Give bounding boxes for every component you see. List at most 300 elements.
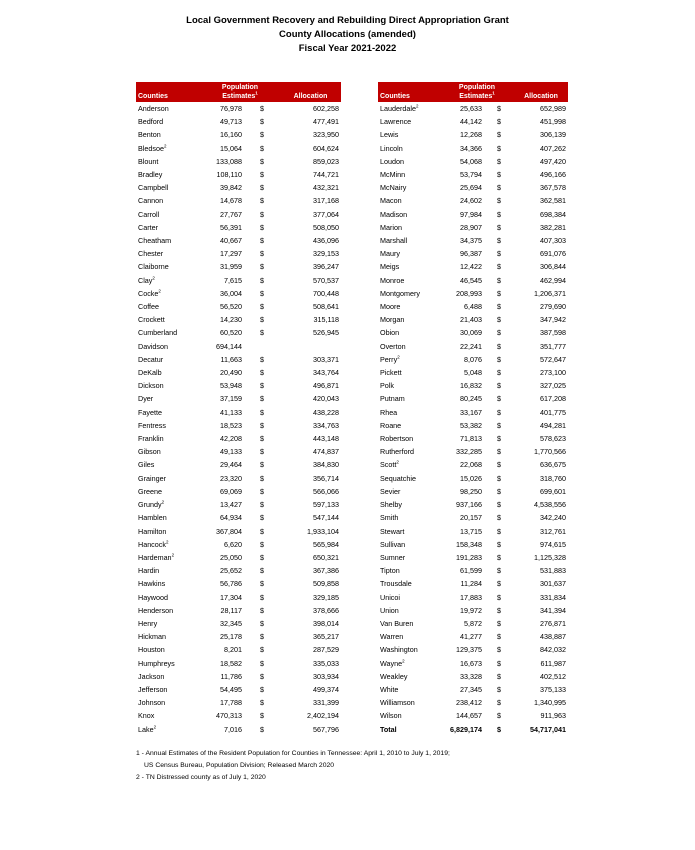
population-cell: 24,602	[460, 196, 482, 206]
county-name: Morgan	[380, 315, 405, 325]
header-allocation: Allocation	[280, 82, 341, 102]
table-row	[378, 300, 568, 313]
county-name: Shelby	[380, 500, 402, 510]
table-row	[378, 142, 568, 155]
population-cell: 27,345	[460, 684, 482, 694]
population-cell: 13,715	[460, 526, 482, 536]
population-cell: 144,657	[456, 711, 482, 721]
table-row	[378, 551, 568, 564]
county-name: Loudon	[380, 156, 404, 166]
allocation-cell: 420,043	[313, 394, 339, 404]
population-cell: 34,375	[460, 236, 482, 246]
county-cell	[378, 577, 440, 590]
county-name: Madison	[380, 209, 408, 219]
county-cell	[378, 234, 440, 247]
table-row	[136, 485, 341, 498]
currency-symbol: $	[497, 420, 501, 430]
table-row	[136, 604, 341, 617]
county-cell	[136, 617, 200, 630]
table-row	[136, 445, 341, 458]
county-cell	[378, 392, 440, 405]
allocation-cell: 1,206,371	[534, 288, 566, 298]
county-cell	[136, 221, 200, 234]
currency-symbol: $	[497, 354, 501, 364]
population-cell: 14,230	[220, 315, 242, 325]
allocation-cell: 331,399	[313, 698, 339, 708]
currency-symbol: $	[260, 671, 264, 681]
allocation-cell: 329,185	[313, 592, 339, 602]
currency-symbol: $	[260, 724, 264, 734]
county-name: Henderson	[138, 605, 174, 615]
distressed-footnote-mark: 2	[415, 103, 419, 109]
county-name: Cumberland	[138, 328, 178, 338]
allocation-cell: 387,598	[540, 328, 566, 338]
currency-symbol: $	[260, 486, 264, 496]
allocation-cell: 438,228	[313, 407, 339, 417]
population-cell: 5,048	[464, 368, 482, 378]
currency-symbol: $	[497, 156, 501, 166]
allocation-cell: 323,950	[313, 130, 339, 140]
allocation-cell: 315,118	[313, 315, 339, 325]
county-name: Johnson	[138, 698, 166, 708]
county-name: Polk	[380, 381, 394, 391]
table-row	[136, 128, 341, 141]
county-cell	[136, 181, 200, 194]
table-row	[136, 498, 341, 511]
population-cell: 11,786	[220, 671, 242, 681]
table-row	[378, 287, 568, 300]
footnote-2: 2 - TN Distressed county as of July 1, 2020	[136, 774, 266, 781]
table-row	[378, 247, 568, 260]
table-row	[378, 525, 568, 538]
currency-symbol: $	[497, 328, 501, 338]
county-cell	[378, 472, 440, 485]
currency-symbol: $	[260, 328, 264, 338]
population-cell: 22,241	[460, 341, 482, 351]
allocation-cell: 477,491	[313, 117, 339, 127]
currency-symbol: $	[497, 407, 501, 417]
table-row	[378, 696, 568, 709]
population-cell: 158,348	[456, 539, 482, 549]
table-row	[136, 142, 341, 155]
population-cell: 238,412	[456, 698, 482, 708]
table-row	[136, 525, 341, 538]
currency-symbol: $	[260, 156, 264, 166]
header-pop-sup: 1	[492, 90, 495, 96]
table-row	[378, 564, 568, 577]
table-row	[136, 181, 341, 194]
allocation-cell: 382,281	[540, 222, 566, 232]
county-name: Scott	[380, 460, 397, 470]
allocation-cell: 398,014	[313, 618, 339, 628]
county-cell	[378, 643, 440, 656]
county-cell	[378, 525, 440, 538]
allocation-cell: 303,371	[313, 354, 339, 364]
table-row	[378, 168, 568, 181]
table-row	[136, 392, 341, 405]
county-cell	[378, 353, 440, 366]
currency-symbol: $	[260, 394, 264, 404]
population-cell: 34,366	[460, 143, 482, 153]
distressed-footnote-mark: 2	[153, 724, 157, 730]
county-cell	[378, 551, 440, 564]
county-name: Giles	[138, 460, 155, 470]
table-row	[136, 247, 341, 260]
allocation-cell: 698,384	[540, 209, 566, 219]
population-cell: 25,652	[220, 566, 242, 576]
county-name: Carroll	[138, 209, 160, 219]
header-counties: Counties	[378, 82, 440, 102]
population-cell: 16,832	[460, 381, 482, 391]
title-line-2: County Allocations (amended)	[279, 29, 416, 40]
currency-symbol: $	[497, 236, 501, 246]
county-name: Anderson	[138, 104, 169, 113]
county-cell	[378, 419, 440, 432]
county-name: Dyer	[138, 394, 154, 404]
table-row	[136, 630, 341, 643]
county-cell	[136, 300, 200, 313]
county-name: Obion	[380, 328, 400, 338]
county-name: Smith	[380, 513, 399, 523]
county-name: Robertson	[380, 434, 414, 444]
county-name: Bledsoe	[138, 143, 164, 153]
population-cell: 25,050	[220, 552, 242, 562]
table-row	[136, 472, 341, 485]
population-cell: 16,673	[460, 658, 482, 668]
county-cell	[136, 102, 200, 115]
county-name: Maury	[380, 249, 400, 259]
population-cell: 39,842	[220, 183, 242, 193]
county-name: Greene	[138, 486, 162, 496]
county-cell	[136, 155, 200, 168]
population-cell: 25,694	[460, 183, 482, 193]
currency-symbol: $	[497, 381, 501, 391]
currency-symbol: $	[497, 500, 501, 510]
currency-symbol: $	[497, 302, 501, 312]
title-line-1: Local Government Recovery and Rebuilding Direct Appropriation Grant	[186, 15, 509, 26]
county-name: DeKalb	[138, 368, 162, 378]
county-cell	[136, 551, 200, 564]
currency-symbol: $	[497, 288, 501, 298]
county-name: Davidson	[138, 341, 168, 351]
county-cell	[378, 379, 440, 392]
county-cell	[136, 525, 200, 538]
county-name: Campbell	[138, 183, 169, 193]
allocation-cell: 335,033	[313, 658, 339, 668]
county-name: Jefferson	[138, 684, 168, 694]
table-row	[378, 260, 568, 273]
county-cell	[136, 564, 200, 577]
table-row	[136, 194, 341, 207]
population-cell: 41,133	[220, 407, 242, 417]
allocation-cell: 4,538,556	[534, 500, 566, 510]
county-name: Lake	[138, 724, 154, 734]
county-cell	[378, 168, 440, 181]
county-cell	[378, 274, 440, 287]
allocation-cell: 342,240	[540, 513, 566, 523]
allocation-cell: 54,717,041	[530, 724, 566, 734]
currency-symbol: $	[497, 486, 501, 496]
currency-symbol: $	[260, 473, 264, 483]
allocation-cell: 367,386	[313, 566, 339, 576]
county-cell	[136, 498, 200, 511]
allocation-cell: 401,775	[540, 407, 566, 417]
allocation-cell: 317,168	[313, 196, 339, 206]
table-row	[378, 591, 568, 604]
county-cell	[378, 300, 440, 313]
county-name: McNairy	[380, 183, 407, 193]
allocation-cell: 276,871	[540, 618, 566, 628]
county-name: Lewis	[380, 130, 399, 140]
table-row	[136, 551, 341, 564]
county-cell	[378, 617, 440, 630]
population-cell: 49,713	[220, 117, 242, 127]
document-title	[0, 14, 695, 56]
table-row	[378, 128, 568, 141]
county-cell	[136, 406, 200, 419]
county-cell	[136, 313, 200, 326]
table-row	[378, 340, 568, 353]
population-cell: 28,907	[460, 222, 482, 232]
header-pop-line1: Population	[458, 84, 496, 91]
county-name: Fentress	[138, 420, 166, 430]
county-name: Hancock	[138, 539, 166, 549]
population-cell: 53,794	[460, 170, 482, 180]
county-cell	[136, 115, 200, 128]
population-cell: 29,464	[220, 460, 242, 470]
table-row	[378, 115, 568, 128]
allocation-cell: 570,537	[313, 275, 339, 285]
county-name: Hamilton	[138, 526, 167, 536]
allocation-cell: 306,139	[540, 130, 566, 140]
population-cell: 49,133	[220, 447, 242, 457]
currency-symbol: $	[497, 645, 501, 655]
population-cell: 23,320	[220, 473, 242, 483]
population-cell: 470,313	[216, 711, 242, 721]
county-cell	[378, 287, 440, 300]
county-cell	[136, 696, 200, 709]
population-cell: 61,599	[460, 566, 482, 576]
table-row	[136, 260, 341, 273]
currency-symbol: $	[497, 262, 501, 272]
population-cell: 208,993	[456, 288, 482, 298]
population-cell: 17,297	[220, 249, 242, 259]
county-name: Rutherford	[380, 447, 414, 457]
allocation-cell: 508,050	[313, 222, 339, 232]
allocation-cell: 859,023	[313, 156, 339, 166]
allocation-cell: 604,624	[313, 143, 339, 153]
currency-symbol: $	[497, 222, 501, 232]
table-row	[378, 670, 568, 683]
county-cell	[378, 564, 440, 577]
population-cell: 64,934	[220, 513, 242, 523]
population-cell: 44,142	[460, 117, 482, 127]
county-cell	[136, 128, 200, 141]
table-body-left	[136, 102, 341, 736]
allocation-cell: 402,512	[540, 671, 566, 681]
currency-symbol: $	[497, 447, 501, 457]
county-cell	[378, 181, 440, 194]
allocation-cell: 547,144	[313, 513, 339, 523]
population-cell: 12,422	[460, 262, 482, 272]
county-name: Monroe	[380, 275, 405, 285]
allocation-table-right	[378, 82, 568, 736]
county-cell	[378, 445, 440, 458]
county-name: Cannon	[138, 196, 164, 206]
table-row	[378, 683, 568, 696]
population-cell: 40,667	[220, 236, 242, 246]
county-cell	[136, 234, 200, 247]
currency-symbol: $	[260, 354, 264, 364]
population-cell: 32,345	[220, 618, 242, 628]
county-name: Van Buren	[380, 618, 414, 628]
county-name: Pickett	[380, 368, 402, 378]
population-cell: 5,872	[464, 618, 482, 628]
table-row	[136, 353, 341, 366]
currency-symbol: $	[497, 143, 501, 153]
currency-symbol: $	[497, 671, 501, 681]
population-cell: 42,208	[220, 434, 242, 444]
currency-symbol: $	[497, 196, 501, 206]
county-name: Claiborne	[138, 262, 169, 272]
currency-symbol: $	[260, 711, 264, 721]
population-cell: 8,076	[464, 354, 482, 364]
currency-symbol: $	[260, 526, 264, 536]
table-row	[378, 577, 568, 590]
allocation-cell: 597,133	[313, 500, 339, 510]
population-cell: 53,382	[460, 420, 482, 430]
table-row	[136, 168, 341, 181]
population-cell: 20,490	[220, 368, 242, 378]
county-cell	[136, 340, 200, 353]
currency-symbol: $	[497, 130, 501, 140]
allocation-cell: 1,340,995	[534, 698, 566, 708]
table-row	[378, 472, 568, 485]
table-row	[136, 340, 341, 353]
table-row	[378, 326, 568, 339]
population-cell: 14,678	[220, 196, 242, 206]
county-name: Blount	[138, 156, 159, 166]
allocation-cell: 744,721	[313, 170, 339, 180]
currency-symbol: $	[260, 460, 264, 470]
county-name: Haywood	[138, 592, 168, 602]
currency-symbol: $	[497, 513, 501, 523]
allocation-cell: 691,076	[540, 249, 566, 259]
table-row	[136, 670, 341, 683]
currency-symbol: $	[260, 645, 264, 655]
county-cell	[378, 538, 440, 551]
table-row	[378, 657, 568, 670]
county-cell	[136, 670, 200, 683]
allocation-cell: 436,096	[313, 236, 339, 246]
county-name: Carter	[138, 222, 158, 232]
allocation-cell: 331,834	[540, 592, 566, 602]
currency-symbol: $	[497, 209, 501, 219]
population-cell: 108,110	[216, 170, 242, 180]
allocation-cell: 407,303	[540, 236, 566, 246]
allocation-cell: 650,321	[313, 552, 339, 562]
county-cell	[136, 723, 200, 736]
table-row	[378, 604, 568, 617]
allocation-cell: 329,153	[313, 249, 339, 259]
table-row	[136, 696, 341, 709]
county-cell	[378, 591, 440, 604]
county-cell	[378, 155, 440, 168]
county-cell	[378, 340, 440, 353]
currency-symbol: $	[497, 460, 501, 470]
currency-symbol: $	[260, 302, 264, 312]
county-name: Trousdale	[380, 579, 412, 589]
table-row	[136, 657, 341, 670]
county-name: Weakley	[380, 671, 408, 681]
table-row	[136, 234, 341, 247]
currency-symbol: $	[260, 407, 264, 417]
county-cell	[136, 392, 200, 405]
currency-symbol: $	[497, 711, 501, 721]
table-row	[136, 591, 341, 604]
table-row	[378, 498, 568, 511]
county-cell	[378, 630, 440, 643]
population-cell: 6,620	[224, 539, 242, 549]
county-name: Marshall	[380, 236, 408, 246]
currency-symbol: $	[260, 117, 264, 127]
allocation-cell: 432,321	[313, 183, 339, 193]
county-name: Meigs	[380, 262, 400, 272]
table-row	[136, 208, 341, 221]
county-name: Clay	[138, 275, 153, 285]
county-name: Hamblen	[138, 513, 167, 523]
county-cell	[378, 247, 440, 260]
county-cell	[378, 683, 440, 696]
population-cell: 27,767	[220, 209, 242, 219]
county-name: Fayette	[138, 407, 162, 417]
county-name: Hickman	[138, 632, 166, 642]
county-cell	[136, 538, 200, 551]
currency-symbol: $	[260, 209, 264, 219]
currency-symbol: $	[260, 288, 264, 298]
county-cell	[378, 458, 440, 471]
allocation-cell: 508,641	[313, 302, 339, 312]
currency-symbol: $	[497, 658, 501, 668]
currency-symbol: $	[497, 526, 501, 536]
county-cell	[136, 366, 200, 379]
county-cell	[136, 643, 200, 656]
table-row	[378, 709, 568, 722]
allocation-cell: 636,675	[540, 460, 566, 470]
population-cell: 54,495	[220, 684, 242, 694]
county-name: Bradley	[138, 170, 163, 180]
allocation-cell: 343,764	[313, 368, 339, 378]
currency-symbol: $	[260, 236, 264, 246]
currency-symbol: $	[260, 684, 264, 694]
county-name: Humphreys	[138, 658, 175, 668]
county-name: Decatur	[138, 354, 164, 364]
currency-symbol: $	[497, 315, 501, 325]
allocation-cell: 2,402,194	[307, 711, 339, 721]
population-cell: 33,167	[460, 407, 482, 417]
county-name: Total	[380, 724, 397, 734]
currency-symbol	[244, 340, 280, 353]
currency-symbol: $	[497, 368, 501, 378]
table-row	[378, 392, 568, 405]
currency-symbol: $	[497, 579, 501, 589]
distressed-footnote-mark: 2	[163, 143, 167, 149]
table-row	[136, 511, 341, 524]
county-cell	[378, 115, 440, 128]
allocation-cell: 474,837	[313, 447, 339, 457]
table-row	[136, 313, 341, 326]
currency-symbol: $	[497, 539, 501, 549]
